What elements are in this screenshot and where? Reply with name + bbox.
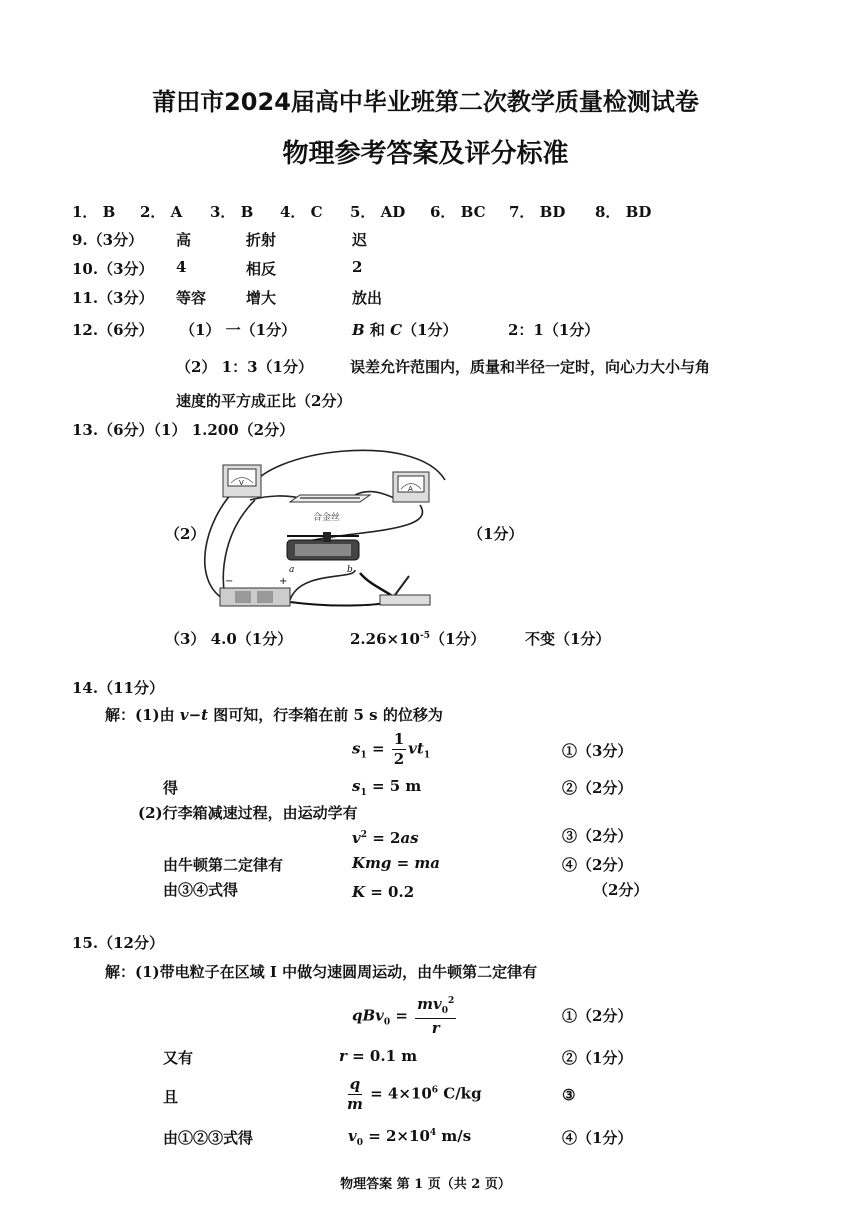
q10-answer-1: 4 — [176, 258, 187, 276]
choice-2: 2． A — [140, 203, 183, 221]
q12-label: 12.（6分） — [72, 321, 154, 339]
q9-answer-3: 迟 — [352, 231, 368, 249]
q14-label: 14.（11分） — [72, 679, 164, 697]
q9-answer-1: 高 — [176, 231, 192, 249]
wire-ammeter-rheostat — [295, 505, 423, 545]
choice-6: 6． BC — [430, 203, 486, 221]
q14-intro: 解：(1)由 v−t 图可知，行李箱在前 5 s 的位移为 — [105, 706, 443, 724]
ammeter-label: A — [408, 485, 413, 493]
q15-eq2: r = 0.1 m — [339, 1047, 418, 1065]
q12-part2: （2） 1：3（1分） — [176, 358, 313, 376]
q14-eq2-tag: ②（2分） — [562, 779, 633, 797]
alloy-wire-label: 合金丝 — [313, 513, 341, 523]
q14-newton: 由牛顿第二定律有 — [163, 856, 284, 874]
q15-eq3-tag: ③ — [562, 1086, 576, 1104]
choice-1: 1． B — [72, 203, 116, 221]
wire-battery-switch — [290, 602, 385, 606]
wire-rheostat-switch — [360, 573, 395, 598]
choice-7: 7． BD — [509, 203, 566, 221]
q10-label: 10.（3分） — [72, 260, 154, 278]
battery — [220, 576, 290, 606]
q14-eq4: Kmg = ma — [352, 854, 441, 872]
q14-eq4-tag: ④（2分） — [562, 856, 633, 874]
q13-part2-score: （1分） — [468, 525, 524, 543]
q15-youyou: 又有 — [163, 1049, 194, 1067]
q15-eq4: $v_0 = 2\times 10^4$ m/s — [348, 1127, 472, 1148]
page-title: 莆田市2024届高中毕业班第二次教学质量检测试卷 — [152, 88, 699, 116]
page-subtitle: 物理参考答案及评分标准 — [282, 139, 569, 169]
q15-eq2-tag: ②（1分） — [562, 1049, 633, 1067]
alloy-wire-board — [290, 495, 370, 523]
q14-eq1: $s_1$ = $\frac{1}{2}$ $vt_1$ — [352, 730, 431, 768]
q15-from123: 由①②③式得 — [163, 1129, 254, 1147]
q15-eq4-tag: ④（1分） — [562, 1129, 633, 1147]
circuit-diagram — [195, 440, 475, 620]
q11-answer-2: 增大 — [246, 289, 277, 307]
q14-de: 得 — [163, 779, 179, 797]
q12-part1: （1） 一（1分） — [180, 321, 297, 339]
q11-answer-1: 等容 — [176, 289, 207, 307]
q9-label: 9.（3分） — [72, 231, 144, 249]
q10-answer-3: 2 — [352, 258, 363, 276]
q12-part2-text-2: 速度的平方成正比（2分） — [176, 392, 352, 410]
switch — [380, 576, 430, 605]
terminal-a: a — [289, 565, 295, 575]
q12-part1-ratio: 2：1（1分） — [508, 321, 600, 339]
q12-part1-bc: B 和 C（1分） — [352, 321, 458, 339]
q15-intro: 解：(1)带电粒子在区域 I 中做匀速圆周运动，由牛顿第二定律有 — [105, 963, 538, 981]
q15-qie: 且 — [163, 1088, 179, 1106]
q15-label: 15.（12分） — [72, 934, 164, 952]
ammeter — [393, 472, 429, 502]
q15-eq1-tag: ①（2分） — [562, 1007, 633, 1025]
q14-from34: 由③④式得 — [163, 881, 239, 899]
page-footer: 物理答案 第 1 页（共 2 页） — [340, 1177, 511, 1192]
q15-eq1: qBv$_0$ = $\frac{mv_0^2}{r}$ — [352, 995, 455, 1037]
voltmeter-label: V — [239, 479, 244, 487]
q14-eq3: $v^2 = 2as$ — [352, 829, 419, 847]
choice-8: 8． BD — [595, 203, 652, 221]
battery-minus: − — [225, 576, 234, 587]
q15-eq3: $\frac{q}{m}$ = $4\times 10^6$ C/kg — [347, 1075, 482, 1113]
q13-part3-unchanged: 不变（1分） — [525, 630, 611, 648]
q11-label: 11.（3分） — [72, 289, 154, 307]
q12-part2-text: 误差允许范围内，质量和半径一定时，向心力大小与角 — [350, 358, 711, 376]
q14-eq3-tag: ③（2分） — [562, 827, 633, 845]
q14-part2: (2)行李箱减速过程，由运动学有 — [138, 804, 358, 822]
rheostat — [287, 532, 359, 575]
choice-5: 5． AD — [350, 203, 406, 221]
battery-plus: + — [279, 576, 288, 587]
wire-battery-rheostat — [290, 570, 355, 600]
q13-part2-label: （2） — [165, 525, 206, 543]
q13-label: 13.（6分）（1） 1.200（2分） — [72, 421, 295, 439]
q14-eq1-tag: ①（3分） — [562, 742, 633, 760]
q13-part3: （3） 4.0（1分） — [165, 630, 293, 648]
terminal-b: b — [347, 565, 353, 575]
q14-eq5-tag: （2分） — [593, 881, 649, 899]
q14-eq5: K = 0.2 — [352, 883, 415, 901]
q13-part3-resistivity: $2.26\times 10^{-5}(1$分） — [350, 630, 486, 648]
voltmeter — [223, 465, 261, 497]
q14-eq2: $s_1 = 5$ m — [352, 777, 422, 798]
q10-answer-2: 相反 — [246, 260, 277, 278]
q11-answer-3: 放出 — [352, 289, 383, 307]
q9-answer-2: 折射 — [246, 231, 277, 249]
choice-4: 4． C — [280, 203, 323, 221]
choice-3: 3． B — [210, 203, 254, 221]
